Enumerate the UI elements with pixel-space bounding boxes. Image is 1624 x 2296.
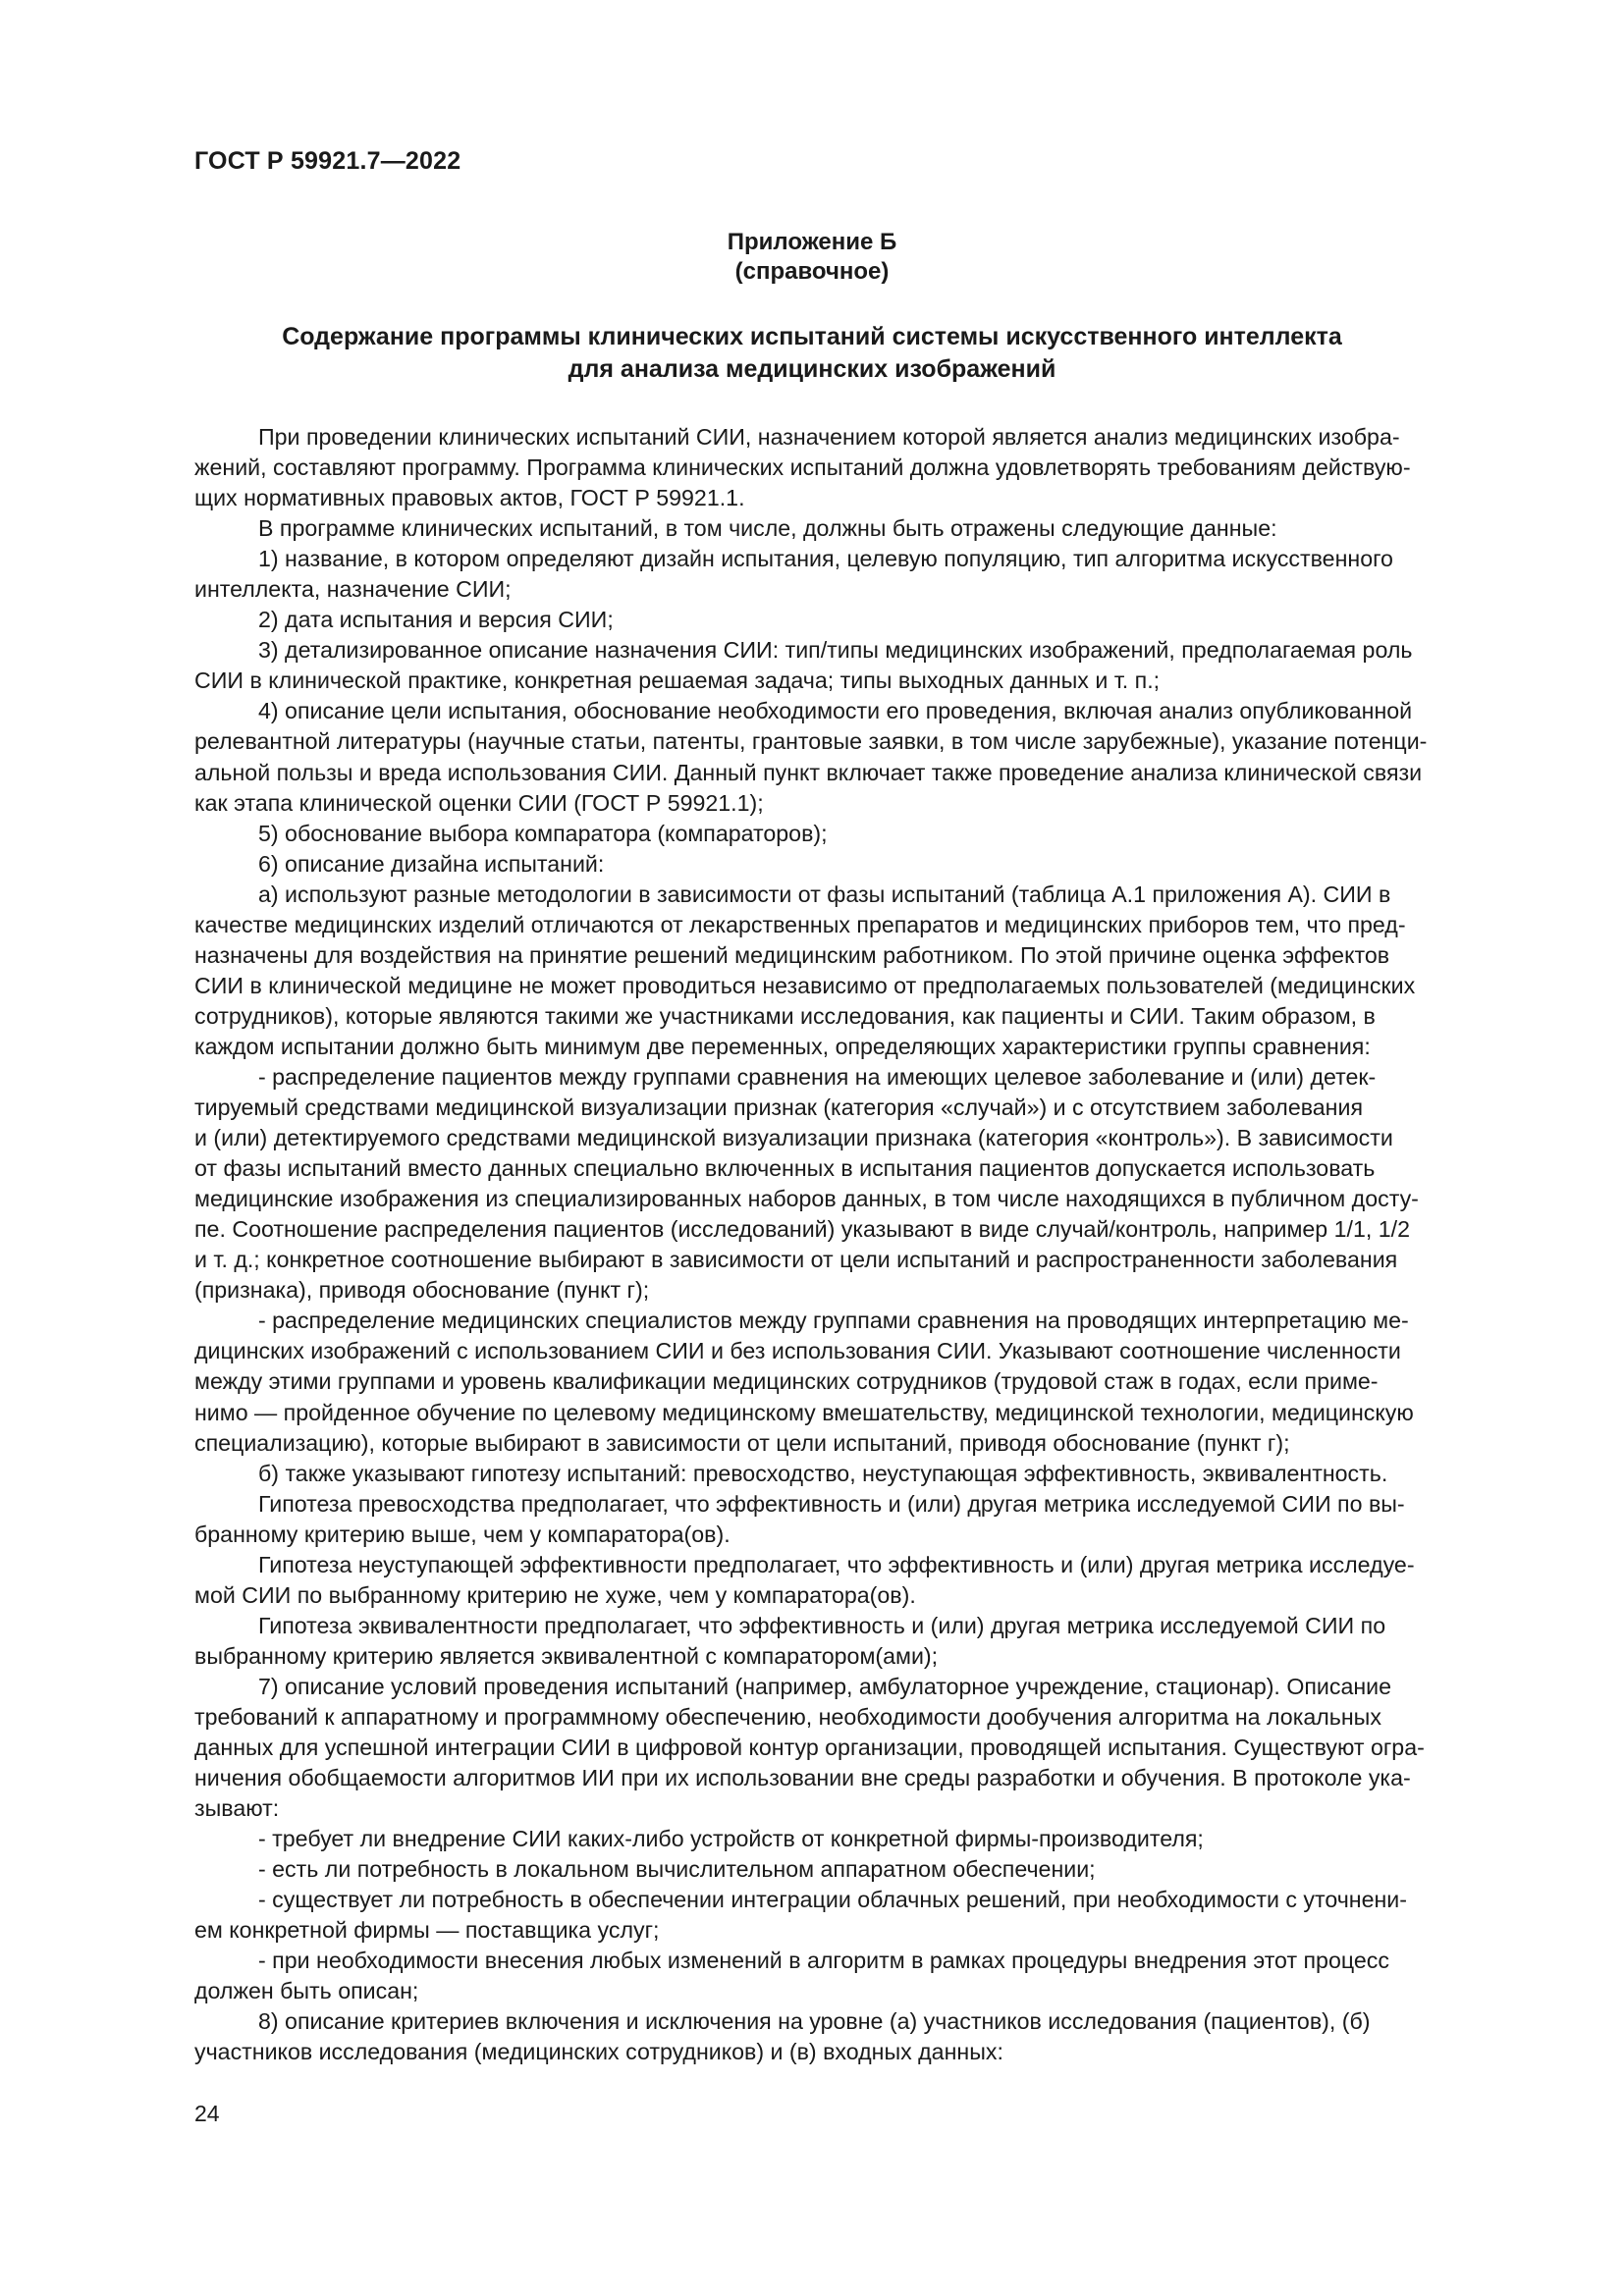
body-line: специализацию), которые выбирают в зависимости от цели испытаний, приводя обоснование (пункт г);	[194, 1429, 1290, 1456]
body-line: (признака), приводя обоснование (пункт г);	[194, 1277, 650, 1304]
body-line: бранному критерию выше, чем у компаратора(ов).	[194, 1521, 731, 1547]
body-line: ем конкретной фирмы — поставщика услуг;	[194, 1917, 660, 1944]
section-title-line: Содержание программы клинических испытаний системы искусственного интеллекта	[282, 323, 1342, 350]
body-line: релевантной литературы (научные статьи, патенты, грантовые заявки, в том числе зарубежные), указание потенци-	[194, 728, 1428, 755]
section-title	[194, 321, 1430, 386]
body-line: 5) обоснование выбора компаратора (компараторов);	[258, 820, 828, 846]
body-line: интеллекта, назначение СИИ;	[194, 576, 512, 603]
body-line: мой СИИ по выбранному критерию не хуже, чем у компаратора(ов).	[194, 1581, 916, 1608]
body-line: нимо — пройденное обучение по целевому медицинскому вмешательству, медицинской технологии, медицинскую	[194, 1399, 1414, 1425]
body-line: должен быть описан;	[194, 1978, 419, 2004]
body-line: ничения обобщаемости алгоритмов ИИ при их использовании вне среды разработки и обучения. В протоколе ука-	[194, 1765, 1411, 1791]
body-line: зывают:	[194, 1795, 280, 1822]
body-line: Гипотеза эквивалентности предполагает, что эффективность и (или) другая метрика исследуемой СИИ по	[258, 1612, 1386, 1638]
body-line: данных для успешной интеграции СИИ в цифровой контур организации, проводящей испытания. Существуют огра-	[194, 1735, 1425, 1761]
body-line: каждом испытании должно быть минимум две переменных, определяющих характеристики группы сравнения:	[194, 1033, 1371, 1059]
body-line: 6) описание дизайна испытаний:	[258, 850, 605, 877]
body-line: СИИ в клинической практике, конкретная решаемая задача; типы выходных данных и т. п.;	[194, 667, 1161, 694]
body-line: жений, составляют программу. Программа клинических испытаний должна удовлетворять требованиям действую-	[194, 454, 1411, 481]
body-line: и т. д.; конкретное соотношение выбирают в зависимости от цели испытаний и распространенности заболевания	[194, 1247, 1398, 1273]
body-line: дицинских изображений с использованием СИИ и без использования СИИ. Указывают соотношение численности	[194, 1338, 1401, 1364]
body-line: 1) название, в котором определяют дизайн испытания, целевую популяцию, тип алгоритма искусственного	[258, 546, 1393, 572]
body-line: альной пользы и вреда использования СИИ. Данный пункт включает также проведение анализа клинической связи	[194, 759, 1423, 785]
body-line: б) также указывают гипотезу испытаний: превосходство, неуступающая эффективность, эквивалентность.	[258, 1460, 1388, 1486]
body-line: от фазы испытаний вместо данных специально включенных в испытания пациентов допускается использовать	[194, 1155, 1376, 1182]
body-line: назначены для воздействия на принятие решений медицинским работником. По этой причине оценка эффектов	[194, 941, 1390, 968]
body-line: 3) детализированное описание назначения СИИ: тип/типы медицинских изображений, предполагаемая роль	[258, 637, 1413, 664]
body-line: При проведении клинических испытаний СИИ, назначением которой является анализ медицинских изобра-	[258, 424, 1400, 450]
body-line: - существует ли потребность в обеспечении интеграции облачных решений, при необходимости с уточнени-	[258, 1887, 1407, 1913]
body-line: и (или) детектируемого средствами медицинской визуализации признака (категория «контроль»). В зависимости	[194, 1125, 1393, 1151]
annex-subtitle: (справочное)	[734, 258, 890, 285]
body-line: - есть ли потребность в локальном вычислительном аппаратном обеспечении;	[258, 1856, 1096, 1883]
body-line: 7) описание условий проведения испытаний (например, амбулаторное учреждение, стационар). Описание	[258, 1673, 1392, 1699]
body-line: 4) описание цели испытания, обоснование необходимости его проведения, включая анализ опубликованной	[258, 698, 1413, 724]
body-line: - при необходимости внесения любых изменений в алгоритм в рамках процедуры внедрения этот процесс	[258, 1948, 1389, 1974]
page-number: 24	[194, 2101, 220, 2126]
annex-heading	[0, 228, 1624, 287]
body-line: - распределение пациентов между группами сравнения на имеющих целевое заболевание и (или) детек-	[258, 1063, 1377, 1090]
body-line: щих нормативных правовых актов, ГОСТ Р 59921.1.	[194, 485, 745, 511]
body-line: медицинские изображения из специализированных наборов данных, в том числе находящихся в публичном досту-	[194, 1186, 1419, 1212]
section-title-line: для анализа медицинских изображений	[568, 355, 1056, 383]
body-line: сотрудников), которые являются такими же участниками исследования, как пациенты и СИИ. Таким образом, в	[194, 1002, 1376, 1029]
body-line: 2) дата испытания и версия СИИ;	[258, 607, 614, 633]
body-line: как этапа клинической оценки СИИ (ГОСТ Р 59921.1);	[194, 789, 764, 816]
body-line: а) используют разные методологии в зависимости от фазы испытаний (таблица А.1 приложения А). СИИ в	[258, 881, 1391, 907]
body-line: требований к аппаратному и программному обеспечению, необходимости дообучения алгоритма на локальных	[194, 1703, 1381, 1730]
document-code: ГОСТ Р 59921.7—2022	[194, 147, 461, 175]
body-line: - распределение медицинских специалистов между группами сравнения на проводящих интерпретацию ме-	[258, 1308, 1409, 1334]
body-line: В программе клинических испытаний, в том числе, должны быть отражены следующие данные:	[258, 515, 1277, 542]
body-line: Гипотеза неуступающей эффективности предполагает, что эффективность и (или) другая метрика исследуе-	[258, 1551, 1415, 1577]
body-line: 8) описание критериев включения и исключения на уровне (а) участников исследования (пациентов), (б)	[258, 2008, 1371, 2035]
body-line: между этими группами и уровень квалификации медицинских сотрудников (трудовой стаж в годах, если приме-	[194, 1368, 1379, 1395]
body-line: тируемый средствами медицинской визуализации признак (категория «случай») и с отсутствием заболевания	[194, 1095, 1363, 1121]
body-line: участников исследования (медицинских сотрудников) и (в) входных данных:	[194, 2039, 1003, 2065]
body-line: пе. Соотношение распределения пациентов (исследований) указывают в виде случай/контроль, например 1/1, 1/2	[194, 1216, 1410, 1243]
body-line: - требует ли внедрение СИИ каких-либо устройств от конкретной фирмы-производителя;	[258, 1826, 1204, 1852]
body-text	[194, 422, 1520, 2068]
annex-title: Приложение Б	[727, 229, 897, 255]
body-line: выбранному критерию является эквивалентной с компаратором(ами);	[194, 1642, 939, 1669]
body-line: Гипотеза превосходства предполагает, что эффективность и (или) другая метрика исследуемой СИИ по вы-	[258, 1490, 1405, 1517]
body-line: качестве медицинских изделий отличаются от лекарственных препаратов и медицинских приборов тем, что пред-	[194, 911, 1406, 937]
body-line: СИИ в клинической медицине не может проводиться независимо от предполагаемых пользователей (медицинских	[194, 972, 1416, 998]
